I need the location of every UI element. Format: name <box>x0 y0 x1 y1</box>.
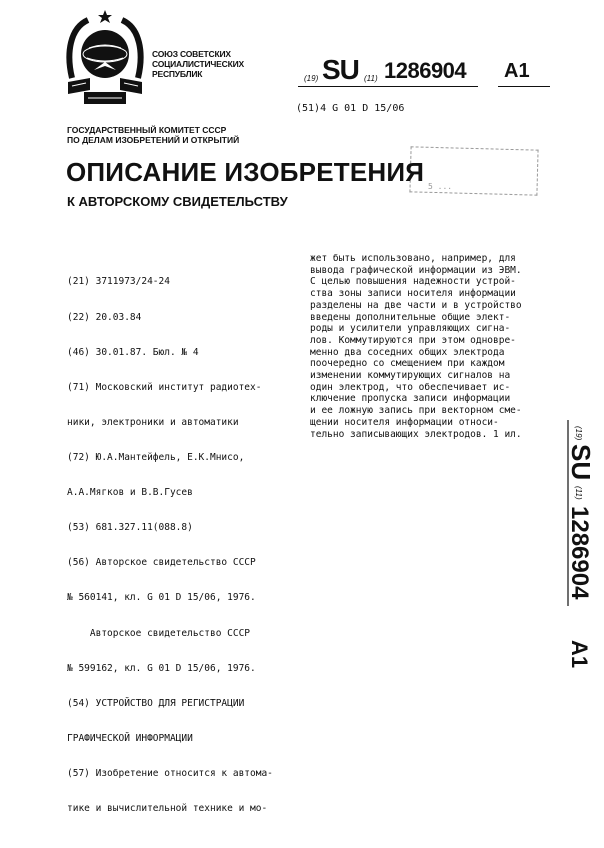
abstract-line: ства зоны записи носителя информации <box>310 288 516 300</box>
abstract-line: вывода графической информации из ЭВМ. <box>310 264 522 276</box>
biblio-line: (22) 20.03.84 <box>67 311 142 323</box>
biblio-line: ГРАФИЧЕСКОЙ ИНФОРМАЦИИ <box>67 732 193 744</box>
union-name <box>152 49 244 79</box>
committee-line: ГОСУДАРСТВЕННЫЙ КОМИТЕТ СССР <box>67 125 227 135</box>
biblio-line: Авторское свидетельство СССР <box>67 627 251 639</box>
biblio-line: № 599162, кл. G 01 D 15/06, 1976. <box>67 662 256 674</box>
side-patent-label <box>540 420 596 700</box>
side-patent-number: 1286904 <box>566 506 593 600</box>
abstract-line: ключение пропуска записи информации <box>310 393 511 405</box>
biblio-line: (56) Авторское свидетельство СССР <box>67 557 256 569</box>
underline <box>498 86 550 87</box>
union-line: СОЦИАЛИСТИЧЕСКИХ <box>152 59 244 69</box>
abstract-line: разделены на две части и в устройство <box>310 299 522 311</box>
abstract-line: щении носителя информации относи- <box>310 416 499 428</box>
abstract-line: один электрод, что обеспечивает ис- <box>310 381 511 393</box>
abstract-line: жет быть использовано, например, для <box>310 253 516 264</box>
ipc-classification: (51)4 G 01 D 15/06 <box>296 103 405 114</box>
biblio-line: А.А.Мягков и В.В.Гусев <box>67 487 193 499</box>
abstract-line: тельно записывающих электродов. 1 ил. <box>310 428 522 440</box>
country-code: SU <box>322 54 359 85</box>
abstract-line: поочередно со смещением при каждом <box>310 358 505 370</box>
biblio-line: (54) УСТРОЙСТВО ДЛЯ РЕГИСТРАЦИИ <box>67 697 245 709</box>
side-kind-code: A1 <box>567 640 592 669</box>
abstract-text <box>310 253 538 440</box>
union-line: РЕСПУБЛИК <box>152 69 203 79</box>
document-subtitle: К АВТОРСКОМУ СВИДЕТЕЛЬСТВУ <box>67 194 288 209</box>
abstract-line: менно два соседних общих электрода <box>310 346 505 358</box>
abstract-line: лов. Коммутируются при этом одновре- <box>310 334 516 346</box>
union-line: СОЮЗ СОВЕТСКИХ <box>152 49 231 59</box>
biblio-line: № 560141, кл. G 01 D 15/06, 1976. <box>67 592 256 604</box>
document-title: ОПИСАНИЕ ИЗОБРЕТЕНИЯ <box>66 157 425 187</box>
ussr-emblem-icon <box>64 8 146 108</box>
abstract-line: введены дополнительные общие элект- <box>310 311 511 323</box>
biblio-line: (57) Изобретение относится к автома- <box>67 767 273 779</box>
side-code-11: (11) <box>574 486 583 500</box>
abstract-line: изменении коммутирующих сигналов на <box>310 370 511 382</box>
stamp-text: 5 ... <box>428 182 453 191</box>
biblio-line: ники, электроники и автоматики <box>67 416 239 428</box>
code-19: (19) <box>304 74 319 83</box>
abstract-line: и ее ложную запись при векторном сме- <box>310 405 522 417</box>
biblio-line: (71) Московский институт радиотех- <box>67 381 262 393</box>
committee-line: ПО ДЕЛАМ ИЗОБРЕТЕНИЙ И ОТКРЫТИЙ <box>67 135 240 145</box>
biblio-line: (46) 30.01.87. Бюл. № 4 <box>67 346 199 358</box>
bibliographic-data <box>67 253 297 826</box>
underline <box>298 86 478 87</box>
side-country-code: SU <box>566 444 596 481</box>
committee-name <box>67 125 239 145</box>
kind-code: A1 <box>504 60 530 82</box>
abstract-line: С целью повышения надежности устрой- <box>310 276 516 288</box>
biblio-line: (21) 3711973/24-24 <box>67 276 170 288</box>
abstract-line: роды и усилители управляющих сигна- <box>310 323 511 335</box>
biblio-line: (72) Ю.А.Мантейфель, Е.К.Мнисо, <box>67 451 245 463</box>
biblio-line: (53) 681.327.11(088.8) <box>67 522 193 534</box>
patent-number-line <box>298 54 558 90</box>
patent-number: 1286904 <box>384 58 467 83</box>
biblio-line: тике и вычислительной технике и мо- <box>67 803 268 815</box>
code-11: (11) <box>364 74 378 83</box>
side-code-19: (19) <box>574 426 583 441</box>
